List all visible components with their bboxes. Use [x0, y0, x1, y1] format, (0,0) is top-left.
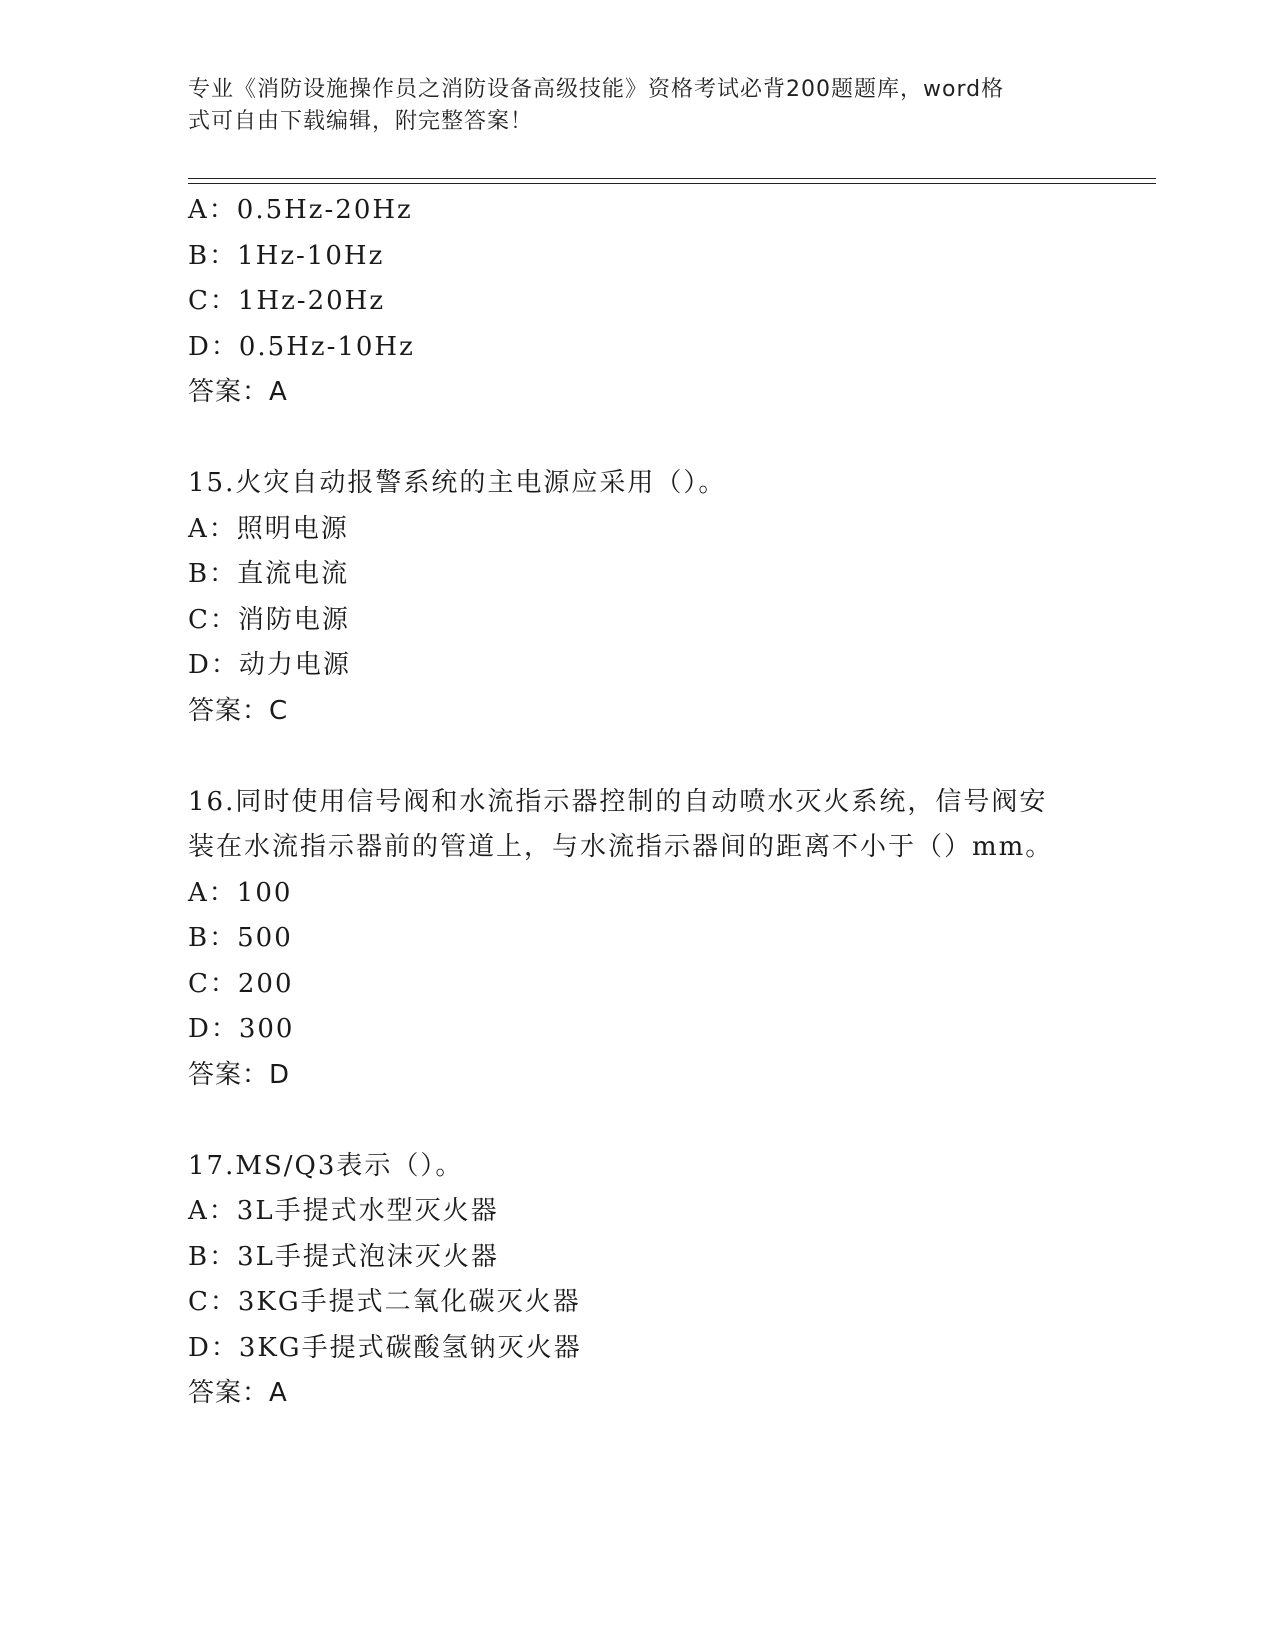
option-a: A：3L手提式水型灭火器: [188, 1196, 499, 1226]
question-stem: 17.MS/Q3表示（）。: [188, 1150, 464, 1181]
question-stem-line-1: 16.同时使用信号阀和水流指示器控制的自动喷水灭火系统，信号阀安: [188, 786, 1048, 817]
answer-line: 答案：C: [188, 695, 289, 726]
question-stem-line-2: 装在水流指示器前的管道上，与水流指示器间的距离不小于（）mm。: [188, 832, 1054, 862]
question-stem: 15.火灾自动报警系统的主电源应采用（）。: [188, 468, 727, 498]
answer-line: 答案：A: [188, 1378, 288, 1408]
option-d: D：动力电源: [188, 650, 351, 680]
answer-line: 答案：A: [188, 377, 288, 407]
option-c: C：1Hz-20Hz: [188, 286, 386, 316]
option-b: B：1Hz-10Hz: [188, 240, 385, 271]
question-list: [188, 188, 1088, 1417]
header-divider-top: [188, 178, 1156, 179]
option-c: C：3KG手提式二氧化碳灭火器: [188, 1287, 581, 1317]
option-b: B：直流电流: [188, 559, 350, 589]
option-d: D：0.5Hz-10Hz: [188, 331, 415, 362]
option-c: C：200: [188, 968, 294, 999]
question-spacer: [188, 416, 1088, 462]
question-spacer: [188, 734, 1088, 780]
option-d: D：3KG手提式碳酸氢钠灭火器: [188, 1332, 582, 1363]
option-a: A：100: [188, 877, 293, 908]
option-b: B：3L手提式泡沫灭火器: [188, 1241, 499, 1272]
header-divider-bottom: [188, 183, 1156, 184]
question-16: [188, 780, 1088, 1099]
answer-line: 答案：D: [188, 1059, 291, 1090]
question-17: [188, 1144, 1088, 1417]
question-spacer: [188, 1098, 1088, 1144]
document-header: [188, 74, 1068, 138]
header-line-1: 专业《消防设施操作员之消防设备高级技能》资格考试必背200题题库，word格: [188, 77, 1005, 102]
question-14-tail: [188, 188, 1088, 416]
option-a: A：照明电源: [188, 513, 349, 544]
option-d: D：300: [188, 1014, 295, 1044]
header-line-2: 式可自由下载编辑，附完整答案！: [188, 109, 534, 134]
question-15: [188, 461, 1088, 734]
option-c: C：消防电源: [188, 604, 350, 635]
option-b: B：500: [188, 923, 293, 953]
option-a: A：0.5Hz-20Hz: [188, 195, 413, 225]
